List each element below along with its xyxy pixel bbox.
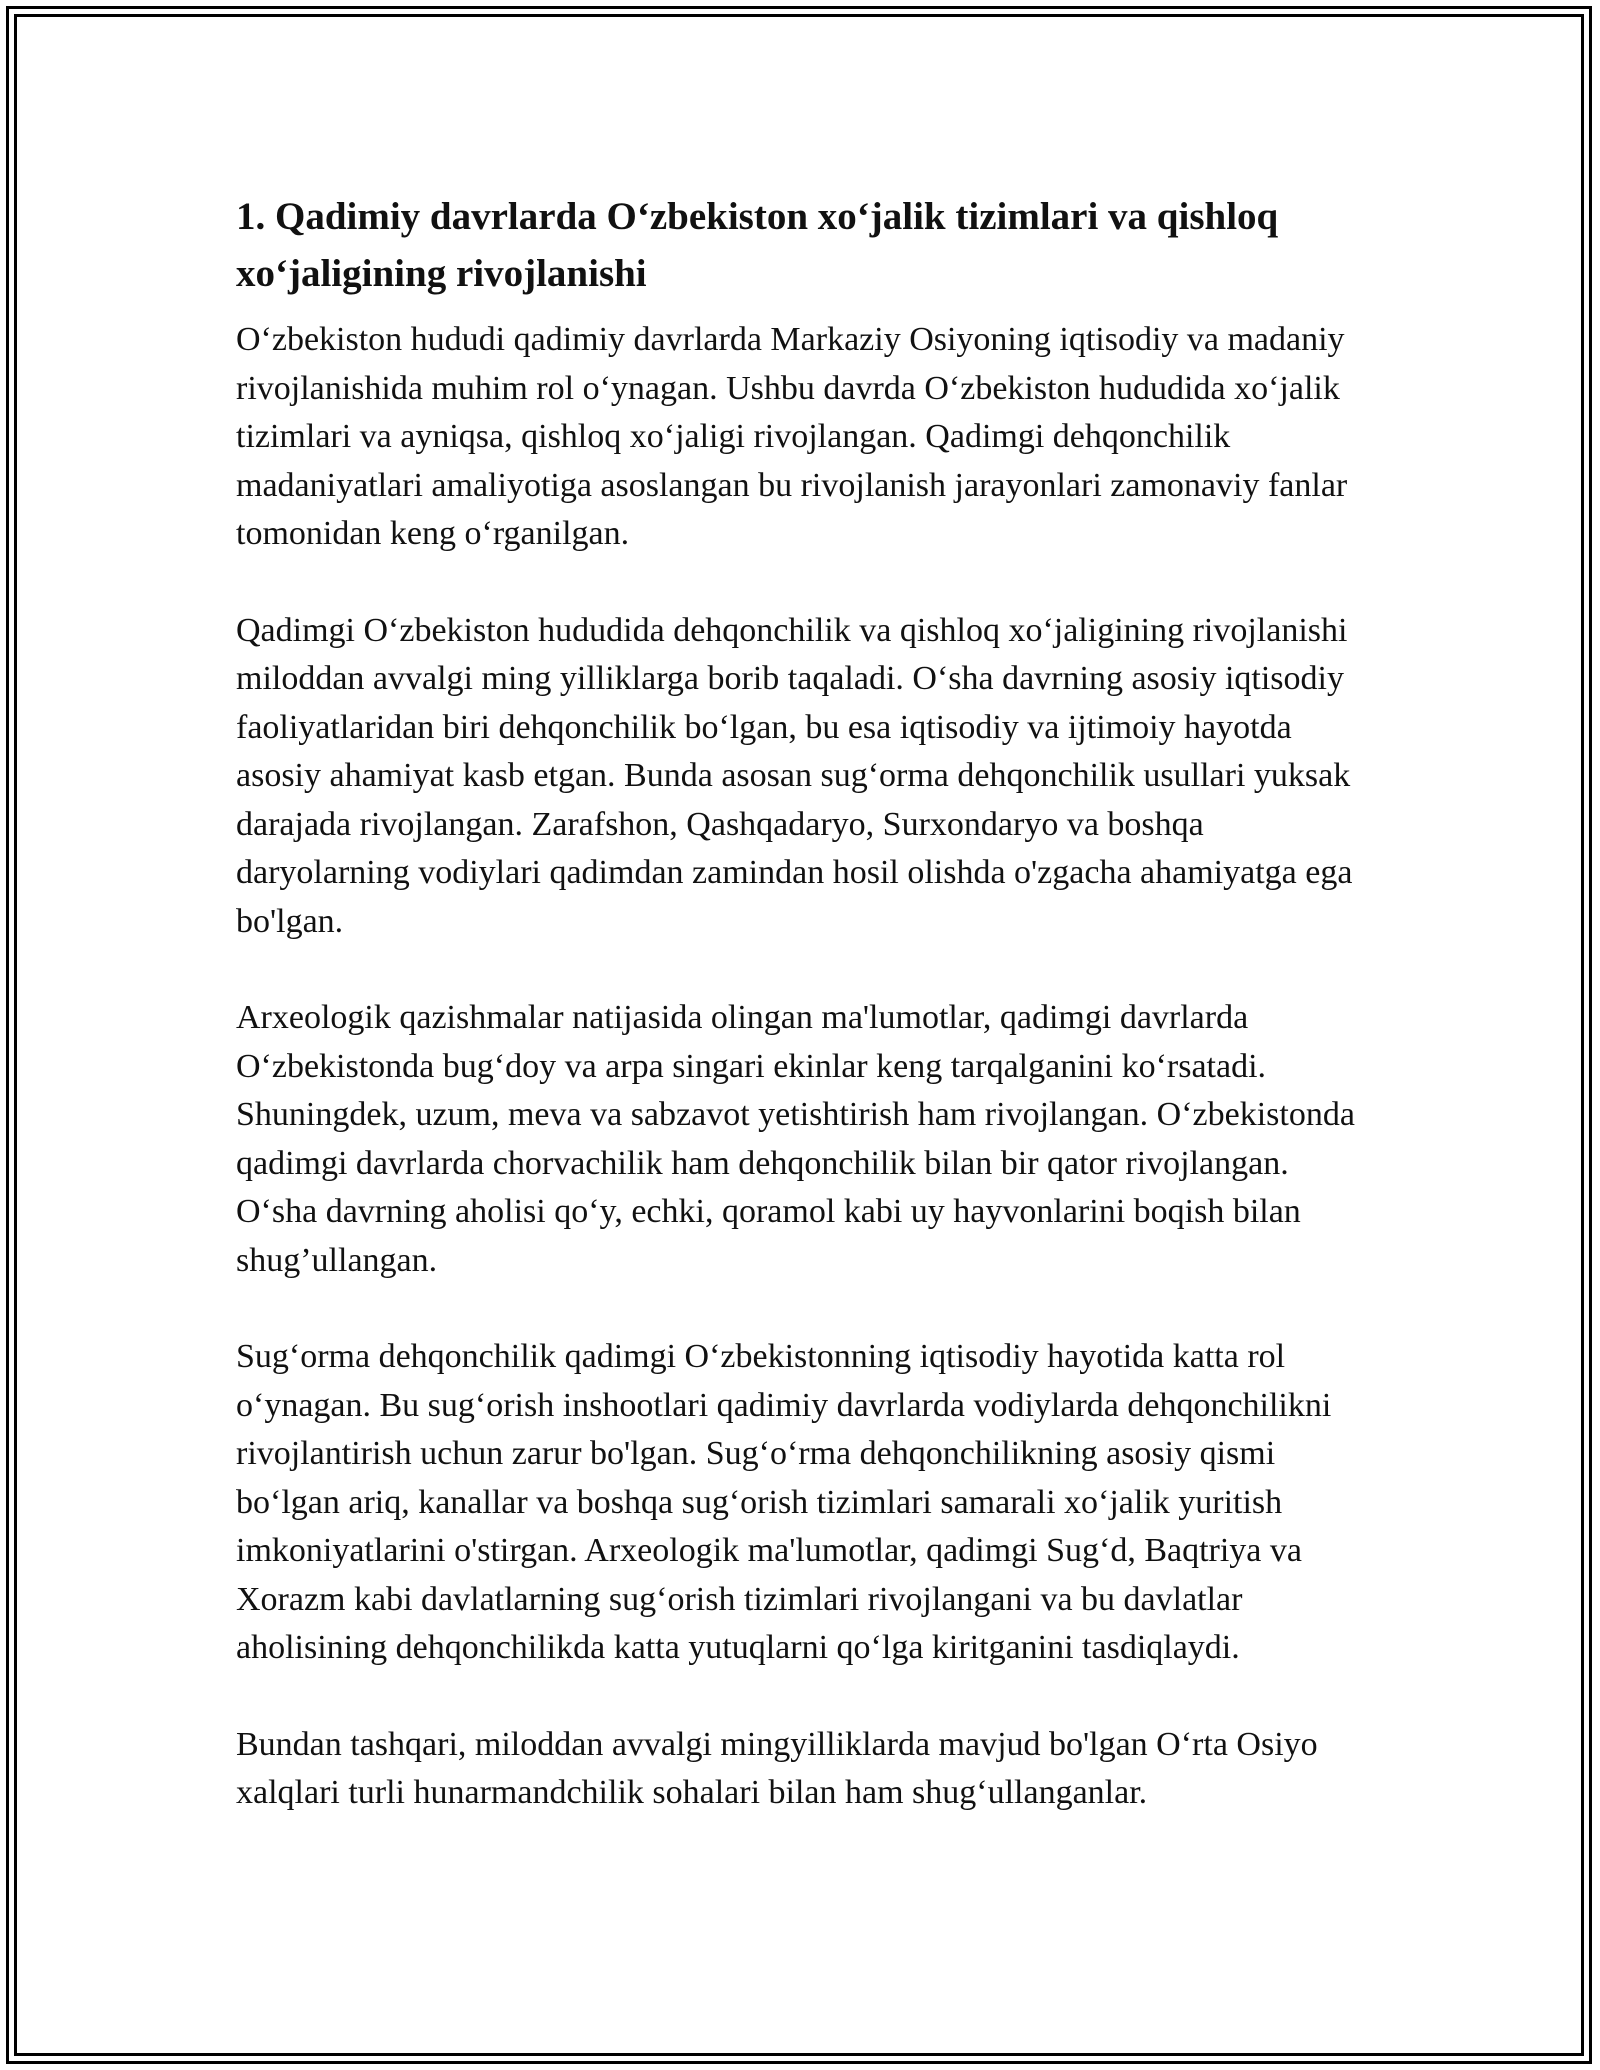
paragraph-2: Qadimgi O‘zbekiston hududida dehqonchilik va qishloq xo‘jaligining rivojlanishi miloddan avvalgi ming yilliklarga borib taqaladi. O‘sha davrning asosiy iqtisodiy faoliyatlaridan biri dehqonchilik bo‘lgan, bu esa iqtisodiy va ijtimoiy hayotda asosiy ahamiyat kasb etgan. Bunda asosan sug‘orma dehqonchilik usullari yuksak darajada rivojlangan. Zarafshon, Qashqadaryo, Surxondaryo va boshqa daryolarning vodiylari qadimdan zamindan hosil olishda o'zgacha ahamiyatga ega bo'lgan. [236,611,1353,940]
section-heading: 1. Qadimiy davrlarda O‘zbekiston xo‘jalik tizimlari va qishloq xo‘jaligining rivojlanishi [236,195,1279,295]
paragraph-3: Arxeologik qazishmalar natijasida olingan ma'lumotlar, qadimgi davrlarda O‘zbekistonda bug‘doy va arpa singari ekinlar keng tarqalganini ko‘rsatadi. Shuningdek, uzum, meva va sabzavot yetishtirish ham rivojlangan. O‘zbekistonda qadimgi davrlarda chorvachilik ham dehqonchilik bilan bir qator rivojlangan. O‘sha davrning aholisi qo‘y, echki, qoramol kabi uy hayvonlarini boqish bilan shug’ullangan. [236,999,1355,1279]
document-body [236,188,1376,1818]
paragraph-5: Bundan tashqari, miloddan avvalgi mingyilliklarda mavjud bo'lgan O‘rta Osiyo xalqlari turli hunarmandchilik sohalari bilan ham shug‘ullanganlar. [236,1725,1318,1811]
paragraph-4: Sug‘orma dehqonchilik qadimgi O‘zbekistonning iqtisodiy hayotida katta rol o‘ynagan. Bu sug‘orish inshootlari qadimiy davrlarda vodiylarda dehqonchilikni rivojlantirish uchun zarur bo'lgan. Sug‘o‘rma dehqonchilikning asosiy qismi bo‘lgan ariq, kanallar va boshqa sug‘orish tizimlari samarali xo‘jalik yuritish imkoniyatlarini o'stirgan. Arxeologik ma'lumotlar, qadimgi Sug‘d, Baqtriya va Xorazm kabi davlatlarning sug‘orish tizimlari rivojlangani va bu davlatlar aholisining dehqonchilikda katta yutuqlarni qo‘lga kiritganini tasdiqlaydi. [236,1338,1332,1666]
paragraph-1: O‘zbekiston hududi qadimiy davrlarda Markaziy Osiyoning iqtisodiy va madaniy rivojlanishida muhim rol o‘ynagan. Ushbu davrda O‘zbekiston hududida xo‘jalik tizimlari va ayniqsa, qishloq xo‘jaligi rivojlangan. Qadimgi dehqonchilik madaniyatlari amaliyotiga asoslangan bu rivojlanish jarayonlari zamonaviy fanlar tomonidan keng o‘rganilgan. [236,321,1348,552]
